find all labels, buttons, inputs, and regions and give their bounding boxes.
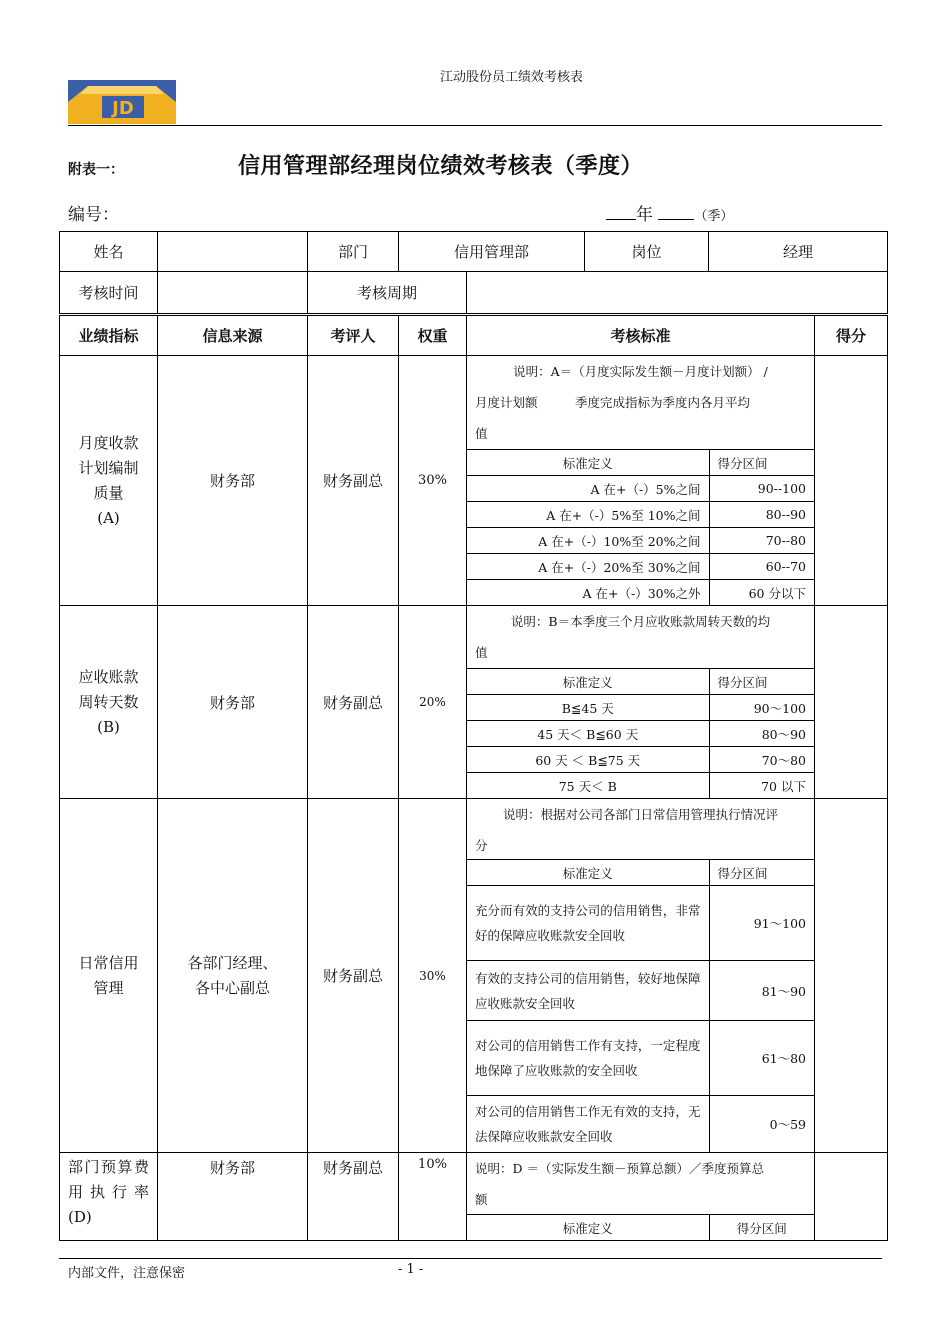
source-cell: 财务部 — [158, 1153, 308, 1241]
weight-cell: 30% — [399, 356, 467, 606]
cycle-label: 考核周期 — [308, 272, 467, 314]
criteria-range: 80--90 — [709, 502, 814, 528]
indicator-line: 管理 — [93, 978, 124, 997]
col-standard: 考核标准 — [467, 316, 815, 356]
sub-header-definition: 标准定义 — [467, 1215, 709, 1241]
criteria-range: 70 以下 — [709, 773, 814, 799]
score-cell[interactable] — [815, 1153, 888, 1241]
company-logo — [68, 80, 176, 124]
source-cell: 财务部 — [158, 606, 308, 799]
assessor-cell: 财务副总 — [308, 799, 399, 1153]
table-header-row — [60, 316, 888, 356]
weight-cell: 10% — [399, 1153, 467, 1241]
sub-header-definition: 标准定义 — [467, 450, 709, 476]
standard-cell — [467, 606, 815, 799]
criteria-range: 90～100 — [709, 695, 814, 721]
indicator-line: (B) — [97, 717, 120, 736]
criteria-range: 80～90 — [709, 721, 814, 747]
criteria-range: 60 分以下 — [709, 580, 814, 606]
standard-cell — [467, 799, 815, 1153]
score-cell[interactable] — [815, 799, 888, 1153]
source-cell — [158, 799, 308, 1153]
table-row — [60, 606, 888, 799]
criteria-definition: A 在+（-）5%之间 — [467, 476, 709, 502]
kpi-table — [59, 315, 888, 1241]
time-label: 考核时间 — [60, 272, 158, 314]
page-number: - 1 - — [398, 1262, 424, 1277]
annex-label: 附表一： — [68, 162, 124, 178]
info-table-row2 — [59, 271, 888, 314]
post-value: 经理 — [709, 232, 888, 272]
dept-label: 部门 — [308, 232, 399, 272]
time-value[interactable] — [158, 272, 308, 314]
svg-text:JD: JD — [112, 98, 134, 119]
col-indicator: 业绩指标 — [60, 316, 158, 356]
col-assessor: 考评人 — [308, 316, 399, 356]
table-row — [60, 799, 888, 1153]
standard-cell — [467, 356, 815, 606]
note-line: 分 — [475, 838, 488, 853]
cycle-value[interactable] — [467, 272, 888, 314]
note-line: 值 — [475, 645, 488, 660]
note-line: 说明：D ＝（实际发生额－预算总额）／季度预算总 — [475, 1161, 764, 1176]
criteria-definition: 45 天＜ B≦60 天 — [467, 721, 709, 747]
period-field — [606, 200, 733, 225]
criteria-definition: 充分而有效的支持公司的信用销售，非常好的保障应收账款安全回收 — [467, 886, 709, 961]
indicator-line: 计划编制 — [78, 458, 139, 477]
serial-number-label: 编号： — [68, 205, 119, 225]
footer-rule — [59, 1258, 882, 1259]
indicator-line: 月度收款 — [78, 433, 139, 452]
note-line: 说明：A＝（月度实际发生额－月度计划额） / — [513, 364, 768, 379]
info-table — [59, 231, 888, 272]
criteria-range: 0～59 — [709, 1096, 814, 1153]
footer-confidential: 内部文件，注意保密 — [68, 1266, 186, 1281]
criteria-range: 91～100 — [709, 886, 814, 961]
criteria-definition: 有效的支持公司的信用销售，较好地保障应收账款安全回收 — [467, 961, 709, 1021]
indicator-cell — [60, 356, 158, 606]
name-value[interactable] — [158, 232, 308, 272]
score-cell[interactable] — [815, 356, 888, 606]
criteria-definition: A 在+（-）5%至 10%之间 — [467, 502, 709, 528]
table-row — [60, 1153, 888, 1241]
assessor-cell: 财务副总 — [308, 1153, 399, 1241]
table-row — [60, 356, 888, 606]
note-line: 说明：B＝本季度三个月应收账款周转天数的均 — [510, 614, 771, 629]
criteria-definition: 75 天＜ B — [467, 773, 709, 799]
sub-header-definition: 标准定义 — [467, 860, 709, 886]
year-label: 年 — [636, 205, 653, 225]
weight-cell: 30% — [399, 799, 467, 1153]
criteria-definition: A 在+（-）10%至 20%之间 — [467, 528, 709, 554]
criteria-range: 61～80 — [709, 1021, 814, 1096]
season-label: （季） — [694, 209, 734, 224]
indicator-line: 日常信用 — [78, 953, 139, 972]
criteria-range: 81～90 — [709, 961, 814, 1021]
weight-cell: 20% — [399, 606, 467, 799]
criteria-table — [467, 859, 814, 1152]
year-blank[interactable] — [606, 205, 636, 220]
indicator-cell — [60, 606, 158, 799]
season-blank[interactable] — [658, 205, 694, 220]
criteria-definition: 对公司的信用销售工作无有效的支持，无法保障应收账款安全回收 — [467, 1096, 709, 1153]
document-title: 信用管理部经理岗位绩效考核表（季度） — [238, 153, 644, 179]
sub-header-range: 得分区间 — [709, 1215, 814, 1241]
assessor-cell: 财务副总 — [308, 356, 399, 606]
note-line: 说明：根据对公司各部门日常信用管理执行情况评 — [502, 807, 778, 822]
criteria-definition: 对公司的信用销售工作有支持，一定程度地保障了应收账款的安全回收 — [467, 1021, 709, 1096]
indicator-text: 部门预算费用执行率(D) — [68, 1158, 149, 1226]
source-line: 各部门经理、 — [187, 953, 278, 972]
indicator-cell — [60, 1153, 158, 1241]
source-line: 各中心副总 — [194, 978, 270, 997]
sub-header-range: 得分区间 — [709, 669, 814, 695]
assessor-cell: 财务副总 — [308, 606, 399, 799]
indicator-line: 质量 — [93, 483, 124, 502]
indicator-cell — [60, 799, 158, 1153]
score-cell[interactable] — [815, 606, 888, 799]
criteria-range: 60--70 — [709, 554, 814, 580]
criteria-definition: 60 天 ＜ B≦75 天 — [467, 747, 709, 773]
col-score: 得分 — [815, 316, 888, 356]
criteria-table — [467, 668, 814, 798]
standard-cell — [467, 1153, 815, 1241]
dept-value: 信用管理部 — [399, 232, 585, 272]
note-line: 值 — [475, 426, 488, 441]
col-source: 信息来源 — [158, 316, 308, 356]
note-line: 额 — [475, 1192, 488, 1207]
sub-header-definition: 标准定义 — [467, 669, 709, 695]
name-label: 姓名 — [60, 232, 158, 272]
note-line: 月度计划额 季度完成指标为季度内各月平均 — [475, 395, 751, 410]
col-weight: 权重 — [399, 316, 467, 356]
criteria-range: 90--100 — [709, 476, 814, 502]
header-rule — [68, 125, 882, 126]
criteria-definition: B≦45 天 — [467, 695, 709, 721]
indicator-line: 应收账款 — [78, 667, 139, 686]
criteria-table — [467, 1214, 814, 1240]
sub-header-range: 得分区间 — [709, 450, 814, 476]
criteria-range: 70--80 — [709, 528, 814, 554]
source-cell: 财务部 — [158, 356, 308, 606]
indicator-line: 周转天数 — [78, 692, 139, 711]
indicator-line: (A) — [97, 508, 120, 527]
criteria-definition: A 在+（-）30%之外 — [467, 580, 709, 606]
post-label: 岗位 — [585, 232, 709, 272]
criteria-table — [467, 449, 814, 605]
criteria-range: 70～80 — [709, 747, 814, 773]
sub-header-range: 得分区间 — [709, 860, 814, 886]
criteria-definition: A 在+（-）20%至 30%之间 — [467, 554, 709, 580]
header-title: 江动股份员工绩效考核表 — [440, 70, 584, 85]
